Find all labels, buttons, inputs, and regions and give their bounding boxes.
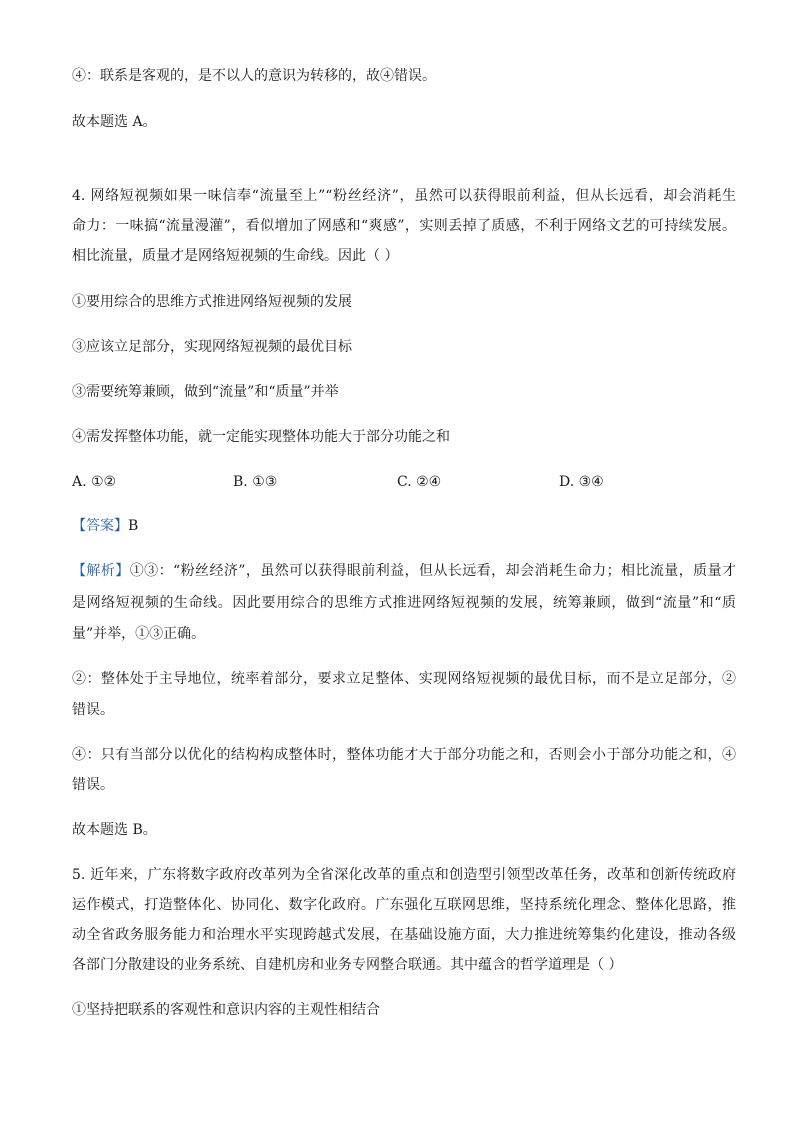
prev-conclusion: 故本题选 A。 [72,114,157,130]
q4-note-4-line-2: 错误。 [72,777,114,793]
answer-value: B [128,518,139,534]
q4-answer [72,516,138,536]
q4-note-2-line-2: 错误。 [72,702,114,718]
q4-statement-3: ③需要统筹兼顾，做到“流量”和“质量”并举 [72,384,339,400]
answer-tag: 【答案】 [72,518,128,534]
q4-note-4-line-1: ④：只有当部分以优化的结构构成整体时，整体功能才大于部分功能之和，否则会小于部分功能之和，④ [72,747,736,763]
q5-stem-line-2: 运作模式，打造整体化、协同化、数字化政府。广东强化互联网思维，坚持系统化理念、整体化思路，推 [72,897,736,913]
q4-stem-line-1: 4. 网络短视频如果一味信奉“流量至上”“粉丝经济”，虽然可以获得眼前利益，但从长远看，却会消耗生 [72,188,736,204]
q4-stem-line-3: 相比流量，质量才是网络短视频的生命线。因此（ ） [72,248,399,264]
q5-stem-line-3: 动全省政务服务能力和治理水平实现跨越式发展，在基础设施方面，大力推进统筹集约化建设，推动各级 [72,927,736,943]
q4-analysis-line-3: 量”并举，①③正确。 [72,626,206,642]
q4-option-b: B. ①③ [233,474,278,490]
prev-analysis-line: ④：联系是客观的，是不以人的意识为转移的，故④错误。 [72,68,436,84]
q4-note-2-line-1: ②：整体处于主导地位，统率着部分，要求立足整体、实现网络短视频的最优目标，而不是立足部分，② [72,671,736,687]
q4-statement-2: ③应该立足部分，实现网络短视频的最优目标 [72,339,352,355]
analysis-tag: 【解析】 [72,563,130,579]
q4-stem-line-2: 命力：一味搞“流量漫灌”，看似增加了网感和“爽感”，实则丢掉了质感，不利于网络文艺的可持续发展。 [72,218,736,234]
q5-stem-line-1: 5. 近年来，广东将数字政府改革列为全省深化改革的重点和创造型引领型改革任务，改革和创新传统政府 [72,867,736,883]
q4-statement-4: ④需发挥整体功能，就一定能实现整体功能大于部分功能之和 [72,429,450,445]
q4-statement-1: ①要用综合的思维方式推进网络短视频的发展 [72,294,352,310]
q4-analysis-line-1 [72,561,736,581]
q4-conclusion: 故本题选 B。 [72,822,157,838]
analysis-text-1: ①③：“粉丝经济”，虽然可以获得眼前利益，但从长远看，却会消耗生命力；相比流量，质量才 [129,563,737,579]
q5-stem-line-4: 各部门分散建设的业务系统、自建机房和业务专网整合联通。其中蕴含的哲学道理是（ ） [72,957,623,973]
q5-statement-1: ①坚持把联系的客观性和意识内容的主观性相结合 [72,1002,380,1018]
q4-analysis-line-2: 是网络短视频的生命线。因此要用综合的思维方式推进网络短视频的发展，统筹兼顾，做到“流量”和“质 [72,595,736,611]
q4-option-c: C. ②④ [397,474,442,490]
q4-option-d: D. ③④ [559,474,604,490]
q4-option-a: A. ①② [72,474,117,490]
